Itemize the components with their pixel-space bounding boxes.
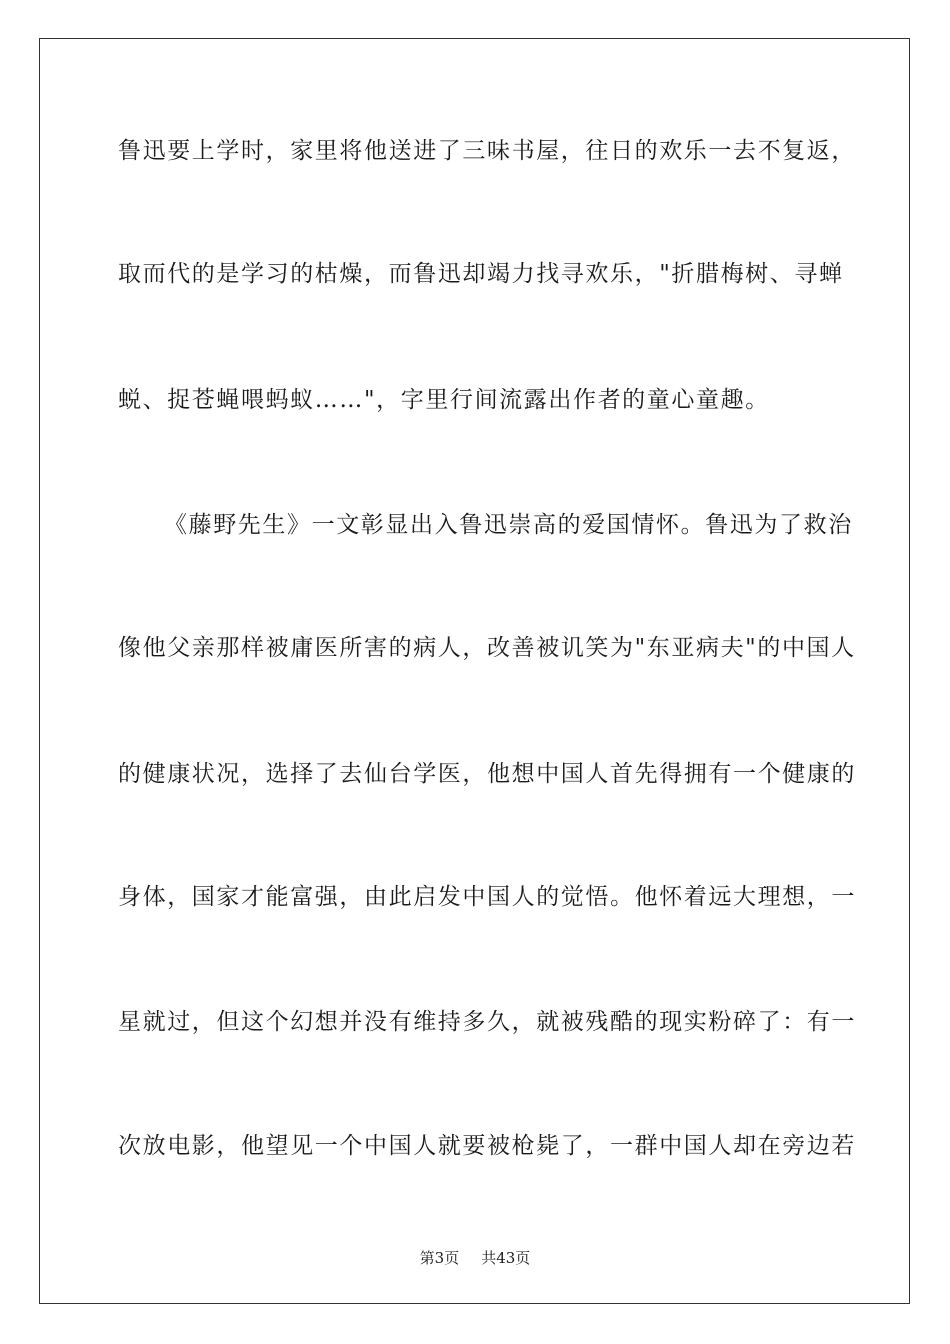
page-total: 共43页 bbox=[481, 1249, 531, 1267]
page-footer bbox=[0, 1248, 950, 1268]
paragraph-line: 次放电影，他望见一个中国人就要被枪毙了，一群中国人却在旁边若 bbox=[118, 1133, 856, 1159]
paragraph-line: 的健康状况，选择了去仙台学医，他想中国人首先得拥有一个健康的 bbox=[118, 761, 856, 787]
paragraph-line: 星就过，但这个幻想并没有维持多久，就被残酷的现实粉碎了：有一 bbox=[118, 1009, 856, 1035]
page-number: 第3页 bbox=[419, 1249, 460, 1267]
paragraph-line: 像他父亲那样被庸医所害的病人，改善被讥笑为"东亚病夫"的中国人 bbox=[118, 635, 856, 661]
page-border bbox=[39, 38, 910, 1304]
paragraph-line-indented: 《藤野先生》一文彰显出入鲁迅崇高的爱国情怀。鲁迅为了救治 bbox=[164, 512, 853, 538]
paragraph-line: 鲁迅要上学时，家里将他送进了三味书屋，往日的欢乐一去不复返， bbox=[118, 138, 856, 164]
paragraph-line: 取而代的是学习的枯燥，而鲁迅却竭力找寻欢乐，"折腊梅树、寻蝉 bbox=[118, 261, 844, 287]
paragraph-line: 身体，国家才能富强，由此启发中国人的觉悟。他怀着远大理想，一 bbox=[118, 884, 856, 910]
paragraph-line: 蜕、捉苍蝇喂蚂蚁……"，字里行间流露出作者的童心童趣。 bbox=[118, 387, 770, 413]
